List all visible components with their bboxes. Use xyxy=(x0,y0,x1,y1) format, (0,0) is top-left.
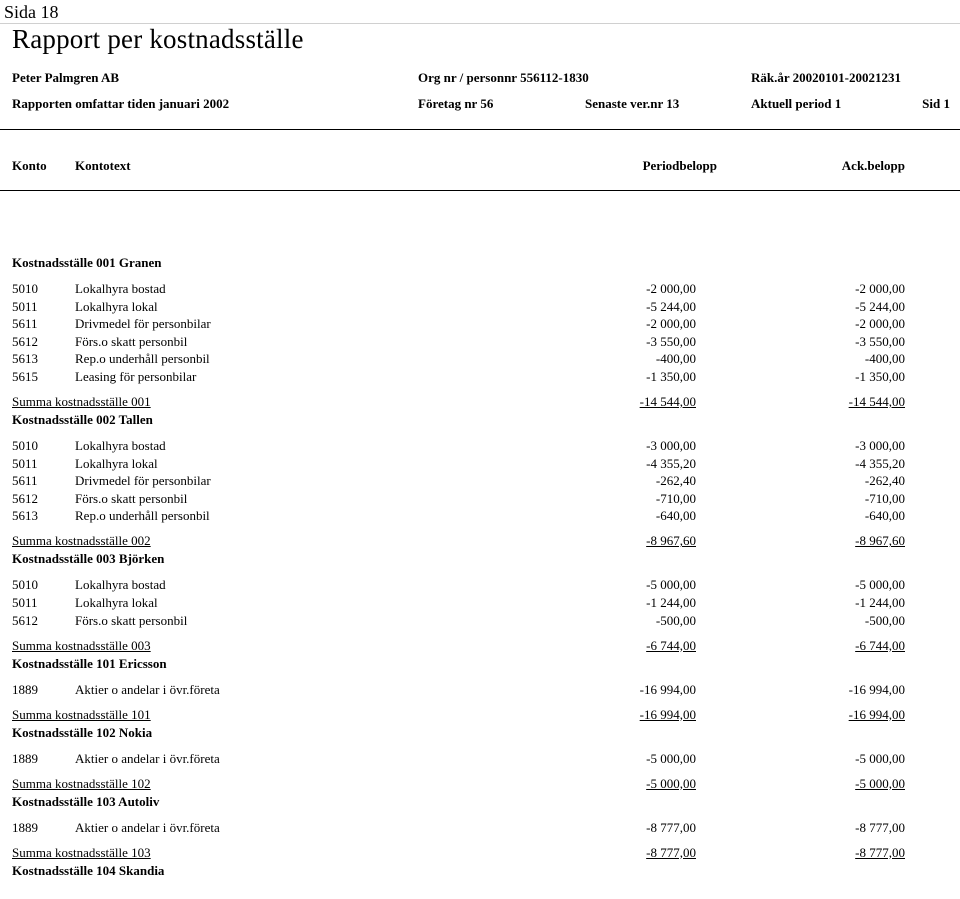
period-amount: -2 000,00 xyxy=(646,281,696,296)
accumulated-amount: -16 994,00 xyxy=(848,681,905,697)
section-title: Kostnadsställe 103 Autoliv xyxy=(12,793,160,809)
section-sum-row xyxy=(0,394,960,411)
account-text: Aktier o andelar i övr.företa xyxy=(75,750,220,766)
account-text: Aktier o andelar i övr.företa xyxy=(75,681,220,697)
sum-period-amount: -5 000,00 xyxy=(646,775,696,791)
table-row xyxy=(0,334,960,351)
fiscal-year: Räk.år 20020101-20021231 xyxy=(751,70,901,85)
account-text: Aktier o andelar i övr.företa xyxy=(75,819,220,835)
sum-period-amount: -8 967,60 xyxy=(646,533,696,549)
account-text: Förs.o skatt personbil xyxy=(75,333,188,349)
account-text: Lokalhyra lokal xyxy=(75,455,158,471)
company-number: Företag nr 56 xyxy=(418,96,494,111)
accumulated-amount: -3 000,00 xyxy=(855,438,905,453)
account-number: 5611 xyxy=(12,473,38,489)
accumulated-amount: -500,00 xyxy=(864,612,905,628)
account-number: 1889 xyxy=(12,681,38,697)
account-number: 5615 xyxy=(12,369,38,384)
period-amount: -5 244,00 xyxy=(646,298,696,314)
table-row xyxy=(0,820,960,837)
period-amount: -8 777,00 xyxy=(646,819,696,835)
table-row xyxy=(0,473,960,490)
account-text: Lokalhyra bostad xyxy=(75,577,166,593)
sum-accumulated-amount: -14 544,00 xyxy=(848,394,905,409)
latest-verification: Senaste ver.nr 13 xyxy=(585,96,680,111)
period-amount: -262,40 xyxy=(655,473,696,489)
account-number: 5011 xyxy=(12,298,38,314)
account-text: Drivmedel för personbilar xyxy=(75,316,211,332)
table-row xyxy=(0,682,960,699)
account-number: 1889 xyxy=(12,750,38,766)
period-amount: -710,00 xyxy=(655,490,696,506)
account-number: 5612 xyxy=(12,333,38,349)
account-text: Lokalhyra bostad xyxy=(75,281,166,296)
sum-label: Summa kostnadsställe 001 xyxy=(12,394,151,409)
sum-period-amount: -8 777,00 xyxy=(646,844,696,860)
table-row xyxy=(0,491,960,508)
sum-accumulated-amount: -6 744,00 xyxy=(855,637,905,653)
table-row xyxy=(0,438,960,455)
accumulated-amount: -640,00 xyxy=(864,508,905,524)
account-text: Leasing för personbilar xyxy=(75,369,197,384)
report-period-text: Rapporten omfattar tiden januari 2002 xyxy=(12,96,230,111)
table-row xyxy=(0,595,960,612)
accumulated-amount: -1 350,00 xyxy=(855,369,905,384)
sum-label: Summa kostnadsställe 103 xyxy=(12,844,151,860)
section-title: Kostnadsställe 002 Tallen xyxy=(12,412,153,427)
col-header-accumulated: Ack.belopp xyxy=(841,158,905,173)
sum-period-amount: -16 994,00 xyxy=(639,706,696,722)
accumulated-amount: -3 550,00 xyxy=(855,333,905,349)
account-text: Lokalhyra lokal xyxy=(75,298,158,314)
org-number: Org nr / personnr 556112-1830 xyxy=(418,70,589,85)
account-number: 5613 xyxy=(12,351,38,367)
accumulated-amount: -400,00 xyxy=(864,351,905,367)
sum-accumulated-amount: -8 777,00 xyxy=(855,844,905,860)
account-number: 5011 xyxy=(12,455,38,471)
period-amount: -1 244,00 xyxy=(646,595,696,610)
period-amount: -400,00 xyxy=(655,351,696,367)
table-row xyxy=(0,456,960,473)
sum-label: Summa kostnadsställe 002 xyxy=(12,533,151,549)
account-number: 5611 xyxy=(12,316,38,332)
table-row xyxy=(0,316,960,333)
section-sum-row xyxy=(0,845,960,862)
page-label: Sida 18 xyxy=(4,2,59,22)
account-text: Lokalhyra bostad xyxy=(75,438,166,453)
period-amount: -5 000,00 xyxy=(646,577,696,593)
section-sum-row xyxy=(0,776,960,793)
account-number: 1889 xyxy=(12,819,38,835)
accumulated-amount: -5 244,00 xyxy=(855,298,905,314)
table-row xyxy=(0,299,960,316)
sum-period-amount: -6 744,00 xyxy=(646,637,696,653)
accumulated-amount: -5 000,00 xyxy=(855,577,905,593)
account-number: 5613 xyxy=(12,508,38,524)
account-text: Rep.o underhåll personbil xyxy=(75,351,210,367)
sum-accumulated-amount: -5 000,00 xyxy=(855,775,905,791)
section-sum-row xyxy=(0,533,960,550)
account-number: 5010 xyxy=(12,281,38,296)
section-title: Kostnadsställe 101 Ericsson xyxy=(12,655,167,671)
account-number: 5011 xyxy=(12,595,38,610)
sum-label: Summa kostnadsställe 101 xyxy=(12,706,151,722)
accumulated-amount: -8 777,00 xyxy=(855,819,905,835)
accumulated-amount: -4 355,20 xyxy=(855,455,905,471)
period-amount: -500,00 xyxy=(655,612,696,628)
account-number: 5612 xyxy=(12,612,38,628)
sum-period-amount: -14 544,00 xyxy=(639,394,696,409)
accumulated-amount: -2 000,00 xyxy=(855,316,905,332)
table-row xyxy=(0,369,960,386)
account-text: Lokalhyra lokal xyxy=(75,595,158,610)
table-row xyxy=(0,613,960,630)
period-amount: -4 355,20 xyxy=(646,455,696,471)
table-row xyxy=(0,281,960,298)
page-number: Sid 1 xyxy=(922,96,950,111)
col-header-period-amount: Periodbelopp xyxy=(642,158,717,173)
sum-accumulated-amount: -16 994,00 xyxy=(848,706,905,722)
section-title: Kostnadsställe 003 Björken xyxy=(12,551,165,567)
account-number: 5010 xyxy=(12,577,38,593)
report-title: Rapport per kostnadsställe xyxy=(12,24,304,54)
sum-label: Summa kostnadsställe 102 xyxy=(12,775,151,791)
section-title: Kostnadsställe 104 Skandia xyxy=(12,862,165,878)
col-header-account: Konto xyxy=(12,158,47,173)
table-row xyxy=(0,508,960,525)
accumulated-amount: -710,00 xyxy=(864,490,905,506)
section-sum-row xyxy=(0,638,960,655)
period-amount: -3 000,00 xyxy=(646,438,696,453)
period-amount: -16 994,00 xyxy=(639,681,696,697)
table-row xyxy=(0,751,960,768)
period-amount: -640,00 xyxy=(655,508,696,524)
table-row xyxy=(0,351,960,368)
col-header-account-text: Kontotext xyxy=(75,158,131,173)
company-name: Peter Palmgren AB xyxy=(12,70,120,85)
period-amount: -5 000,00 xyxy=(646,750,696,766)
account-text: Förs.o skatt personbil xyxy=(75,490,188,506)
account-number: 5612 xyxy=(12,490,38,506)
accumulated-amount: -5 000,00 xyxy=(855,750,905,766)
account-text: Rep.o underhåll personbil xyxy=(75,508,210,524)
period-amount: -3 550,00 xyxy=(646,333,696,349)
account-number: 5010 xyxy=(12,438,38,453)
accumulated-amount: -2 000,00 xyxy=(855,281,905,296)
accumulated-amount: -262,40 xyxy=(864,473,905,489)
sum-accumulated-amount: -8 967,60 xyxy=(855,533,905,549)
section-sum-row xyxy=(0,707,960,724)
section-title: Kostnadsställe 001 Granen xyxy=(12,255,162,270)
period-amount: -2 000,00 xyxy=(646,316,696,332)
table-row xyxy=(0,577,960,594)
account-text: Förs.o skatt personbil xyxy=(75,612,188,628)
sum-label: Summa kostnadsställe 003 xyxy=(12,637,151,653)
period-amount: -1 350,00 xyxy=(646,369,696,384)
current-period: Aktuell period 1 xyxy=(751,96,842,111)
account-text: Drivmedel för personbilar xyxy=(75,473,211,489)
accumulated-amount: -1 244,00 xyxy=(855,595,905,610)
section-title: Kostnadsställe 102 Nokia xyxy=(12,724,153,740)
